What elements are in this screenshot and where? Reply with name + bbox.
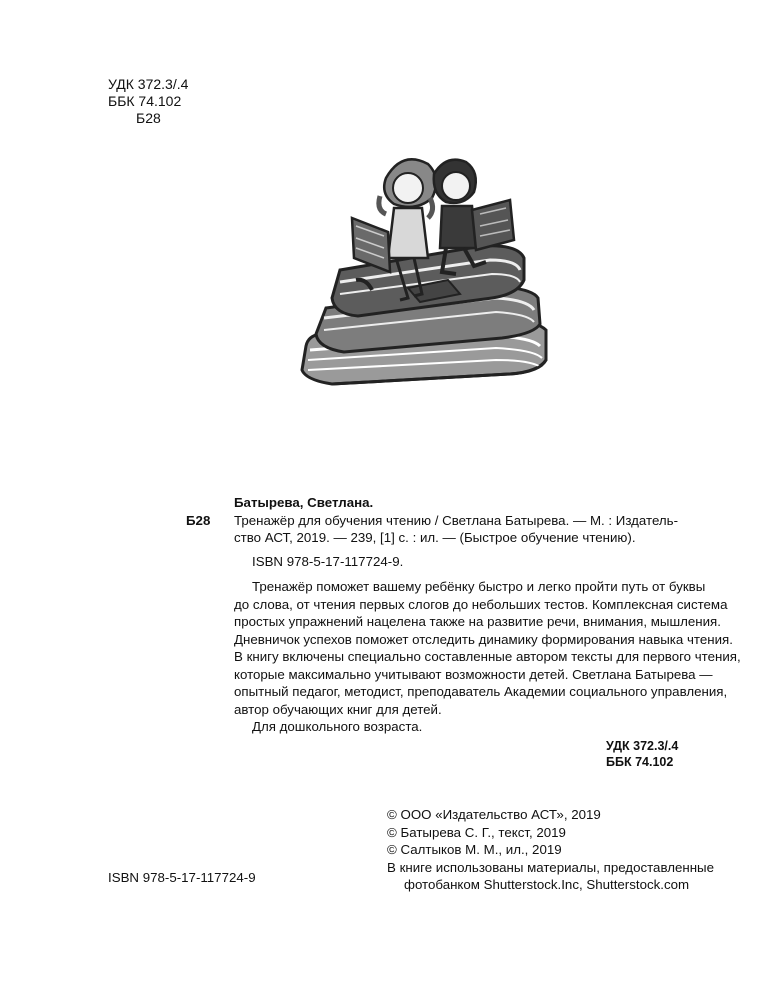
annotation-line: автор обучающих книг для детей. [234, 701, 442, 717]
copyright-line: © ООО «Издательство АСТ», 2019 [387, 807, 601, 822]
annotation [234, 578, 741, 736]
copyright-line: фотобанком Shutterstock.Inc, Shutterstock.com [404, 877, 690, 892]
bbk-code: ББК 74.102 [108, 93, 182, 109]
classification-codes-right [234, 738, 684, 770]
description-line: ство АСТ, 2019. — 239, [1] с. : ил. — (Быстрое обучение чтению). [234, 530, 636, 545]
age-note: Для дошкольного возраста. [252, 719, 423, 734]
copyright-block [387, 806, 714, 894]
annotation-line: которые максимально учитывают возможности детей. Светлана Батырева — [234, 666, 713, 682]
bibliographic-record [186, 494, 741, 770]
bbk-code: ББК 74.102 [606, 754, 674, 769]
isbn-line: ISBN 978-5-17-117724-9. [252, 553, 404, 569]
top-classification-codes [108, 76, 188, 127]
author-mark: Б28 [136, 110, 161, 126]
copyright-line: © Салтыков М. М., ил., 2019 [387, 842, 562, 857]
annotation-line: В книгу включены специально составленные автором тексты для первого чтения, [234, 649, 741, 664]
annotation-line: опытный педагог, методист, преподаватель Академии социального управления, [234, 684, 728, 699]
annotation-line: Дневничок успехов поможет отследить динамику формирования навыка чтения. [234, 631, 733, 647]
author-mark-left: Б28 [186, 512, 211, 528]
children-reading-on-books-illustration [296, 148, 552, 398]
copyright-line: В книге использованы материалы, предоставленные [387, 859, 715, 875]
annotation-line: простых упражнений нацелена также на развитие речи, внимания, мышления. [234, 614, 721, 629]
udk-code: УДК 372.3/.4 [108, 76, 189, 92]
isbn-bottom: ISBN 978-5-17-117724-9 [108, 870, 256, 885]
udk-code: УДК 372.3/.4 [606, 738, 679, 753]
copyright-line: © Батырева С. Г., текст, 2019 [387, 824, 566, 840]
description-line: Тренажёр для обучения чтению / Светлана Батырева. — М. : Издатель- [234, 512, 679, 528]
annotation-line: Тренажёр поможет вашему ребёнку быстро и легко пройти путь от буквы [252, 579, 706, 594]
annotation-line: до слова, от чтения первых слогов до небольших тестов. Комплексная система [234, 596, 728, 612]
book-description [234, 512, 684, 547]
author-heading: Батырева, Светлана. [234, 495, 374, 510]
